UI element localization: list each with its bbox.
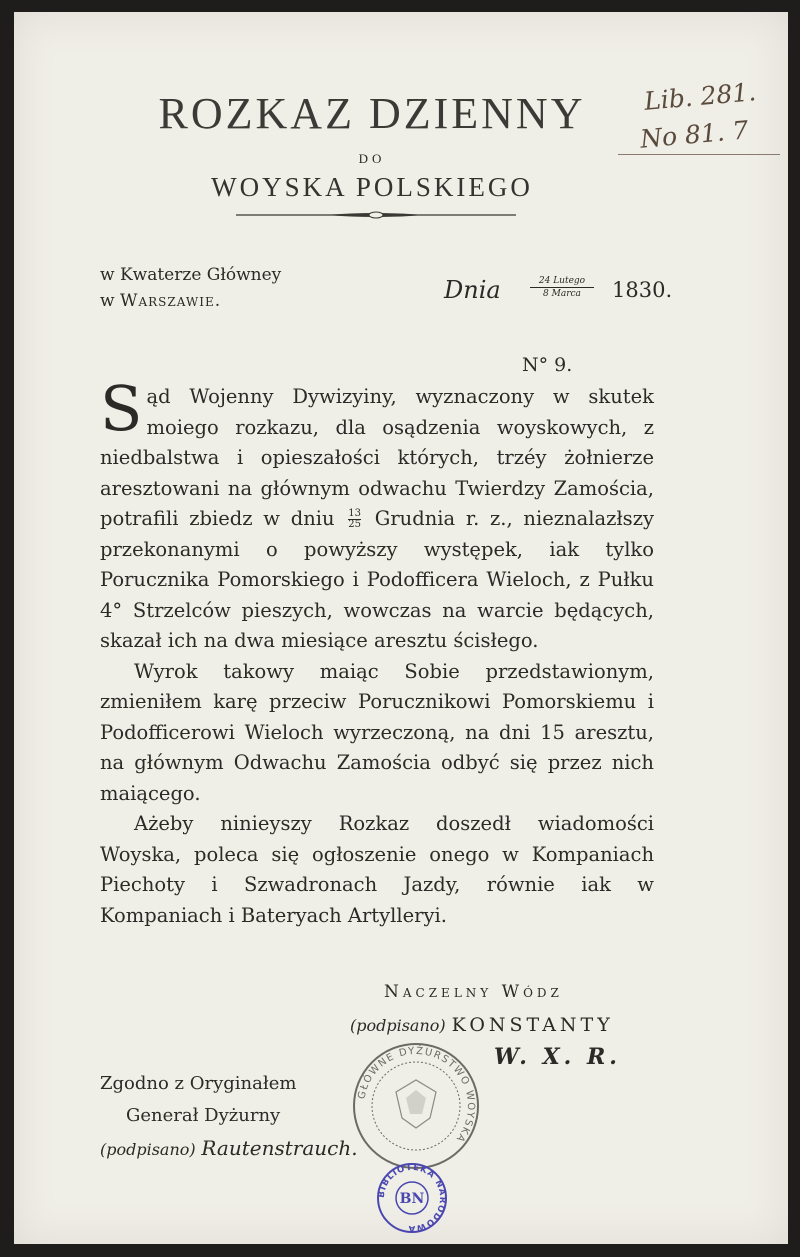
handwritten-line-2: No 81. 7 (638, 115, 750, 154)
certification-line-2: Generał Dyżurny (126, 1105, 281, 1126)
ornamental-rule (236, 210, 516, 220)
document-title: ROZKAZ DZIENNY (158, 89, 586, 138)
certification-signed-marker: (podpisano) (100, 1140, 196, 1159)
issue-date (444, 276, 704, 316)
commander-name: KONSTANTY (451, 1014, 614, 1036)
body-paragraph-1 (100, 372, 654, 657)
date-label: Dnia (444, 276, 501, 304)
official-seal-stamp (350, 1040, 482, 1172)
place-line1-rest: Główney (206, 265, 282, 285)
date-old-style: 24 Lutego (530, 276, 594, 288)
drop-cap: S (100, 372, 143, 445)
day-fraction (348, 509, 361, 530)
certification-signature (100, 1132, 358, 1166)
document-subtitle: WOYSKA POLSKIEGO (211, 172, 533, 202)
seal-text: GŁÓWNE DYŻURSTWO WOYSKA (356, 1045, 477, 1145)
place-of-issue (100, 262, 281, 314)
document-page (14, 12, 788, 1244)
commander-signature (350, 1014, 614, 1036)
title-preposition: DO (358, 151, 386, 166)
handwritten-underline (618, 154, 780, 155)
date-year: 1830. (612, 278, 673, 302)
place-line1-prefix: w Kwaterze (100, 265, 202, 285)
commander-initials: W. X. R. (494, 1044, 621, 1070)
body-paragraph-3: Ażeby ninieyszy Rozkaz doszedł wiadomości Woyska, poleca się ogłoszenie onego w Kompaniach Piechoty i Szwadronach Jazdy, równie iak w Kompaniach i Bateryach Artylleryi. (100, 812, 654, 927)
place-city: Warszawie. (119, 291, 222, 311)
order-body (100, 372, 654, 931)
date-new-style: 8 Marca (543, 289, 581, 299)
body-paragraph-2: Wyrok takowy maiąc Sobie przedstawionym, zmieniłem karę przeciw Porucznikowi Pomorskiemu i Podofficerowi Wieloch wyrzeczoną, na dni 15 aresztu, na głównym Odwachu Zamościa odbyć się przez nich maiącego. (100, 659, 654, 805)
library-stamp-text: BIBLIOTEKA NARODOWA (376, 1162, 448, 1234)
body-paragraph-1-part-a: ąd Wojenny Dywizyiny, wyznaczony w skutek moiego rozkazu, dla osądzenia woyskowych, z niedbalstwa i opieszałości których, trzéy żołnierze aresztowani na głównym odwachu Twierdzy Zamościa, potrafili zbiedz w dniu (100, 385, 654, 530)
place-line2-prefix: w (100, 291, 115, 311)
date-dual-calendar (530, 276, 594, 299)
day-fraction-top: 13 (348, 508, 362, 519)
signed-marker: (podpisano) (350, 1016, 446, 1035)
order-number: N° 9. (522, 354, 573, 376)
commander-title: Naczelny Wódz (384, 982, 563, 1002)
certification-signer-name: Rautenstrauch. (201, 1136, 358, 1160)
day-fraction-bottom: 25 (348, 519, 362, 530)
certification-line-1: Zgodno z Oryginałem (100, 1073, 297, 1094)
body-paragraph-1-part-b: Grudnia r. z., nieznalazłszy przekonanymi o powyższy występek, iak tylko Porucznika Pomorskiego i Podofficera Wieloch, z Pułku 4° Strzelców pieszych, wowczas na warcie będących, skazał ich na dwa miesiące aresztu ścisłego. (100, 507, 654, 652)
library-ownership-stamp (376, 1162, 448, 1234)
library-stamp-abbr: BN (399, 1191, 425, 1207)
certification-block (100, 1068, 358, 1166)
handwritten-line-1: Lib. 281. (642, 77, 758, 116)
handwritten-call-number (618, 78, 788, 168)
